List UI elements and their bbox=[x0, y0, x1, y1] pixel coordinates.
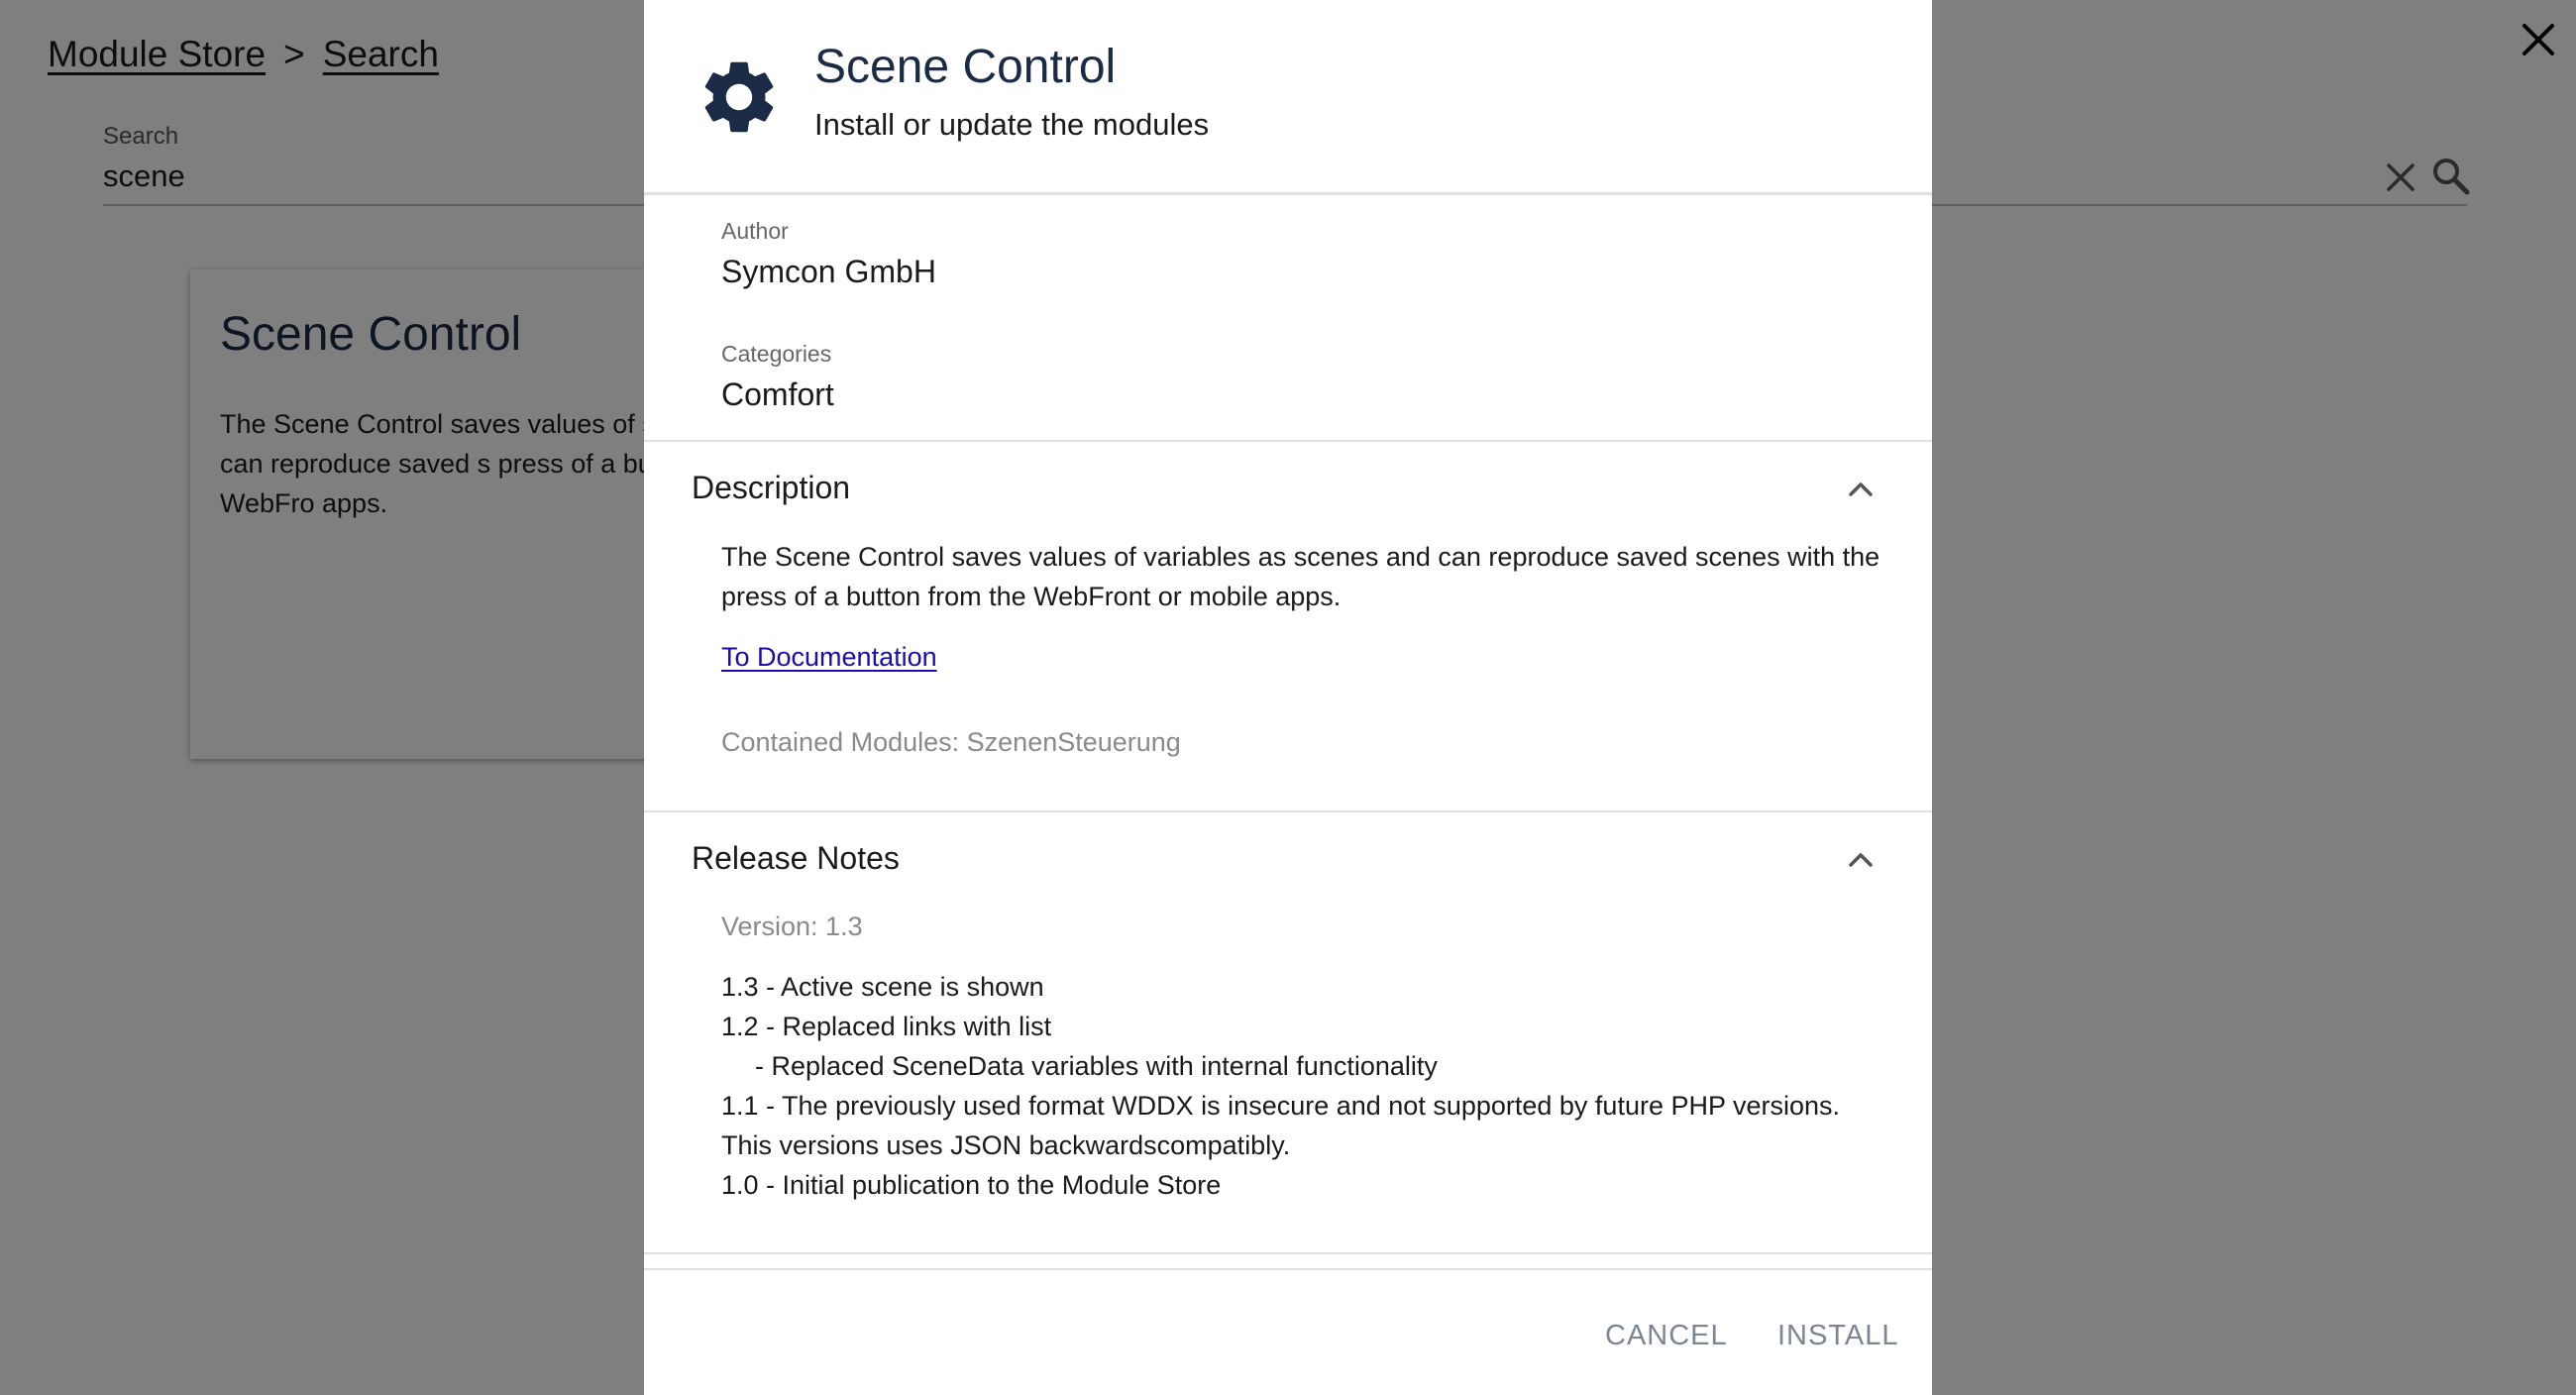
categories-value: Comfort bbox=[721, 376, 834, 412]
release-notes-list bbox=[721, 967, 1900, 1205]
dialog-footer bbox=[644, 1268, 1932, 1395]
release-note-line: This versions uses JSON backwardscompatibly. bbox=[721, 1130, 1291, 1160]
gear-icon bbox=[696, 54, 783, 141]
categories-label: Categories bbox=[721, 341, 832, 367]
release-version: Version: 1.3 bbox=[721, 912, 863, 941]
divider bbox=[644, 1252, 1932, 1254]
release-notes-header[interactable]: Release Notes bbox=[692, 840, 900, 876]
install-button[interactable]: INSTALL bbox=[1777, 1320, 1899, 1351]
description-text: The Scene Control saves values of variables as scenes and can reproduce saved scenes with the press of a button from the WebFront or mobile apps. bbox=[721, 542, 1880, 611]
module-dialog bbox=[644, 0, 1932, 1395]
documentation-link[interactable]: To Documentation bbox=[721, 642, 937, 672]
cancel-button[interactable]: CANCEL bbox=[1605, 1320, 1728, 1351]
dialog-header bbox=[644, 0, 1932, 195]
release-note-line: - Replaced SceneData variables with internal functionality bbox=[755, 1051, 1438, 1081]
release-note-line: 1.3 - Active scene is shown bbox=[721, 972, 1044, 1002]
description-header[interactable]: Description bbox=[692, 470, 851, 505]
contained-modules: Contained Modules: SzenenSteuerung bbox=[721, 727, 1181, 757]
dialog-title: Scene Control bbox=[814, 41, 1117, 93]
release-note-line: 1.0 - Initial publication to the Module Store bbox=[721, 1170, 1222, 1200]
release-note-line: 1.2 - Replaced links with list bbox=[721, 1012, 1052, 1041]
chevron-up-icon[interactable] bbox=[1845, 844, 1877, 876]
dialog-subtitle: Install or update the modules bbox=[814, 107, 1210, 142]
release-note-line: 1.1 - The previously used format WDDX is insecure and not supported by future PHP versions. bbox=[721, 1091, 1841, 1121]
divider bbox=[644, 440, 1932, 442]
author-label: Author bbox=[721, 218, 789, 244]
author-value: Symcon GmbH bbox=[721, 254, 936, 289]
chevron-up-icon[interactable] bbox=[1845, 474, 1877, 505]
divider bbox=[644, 810, 1932, 812]
